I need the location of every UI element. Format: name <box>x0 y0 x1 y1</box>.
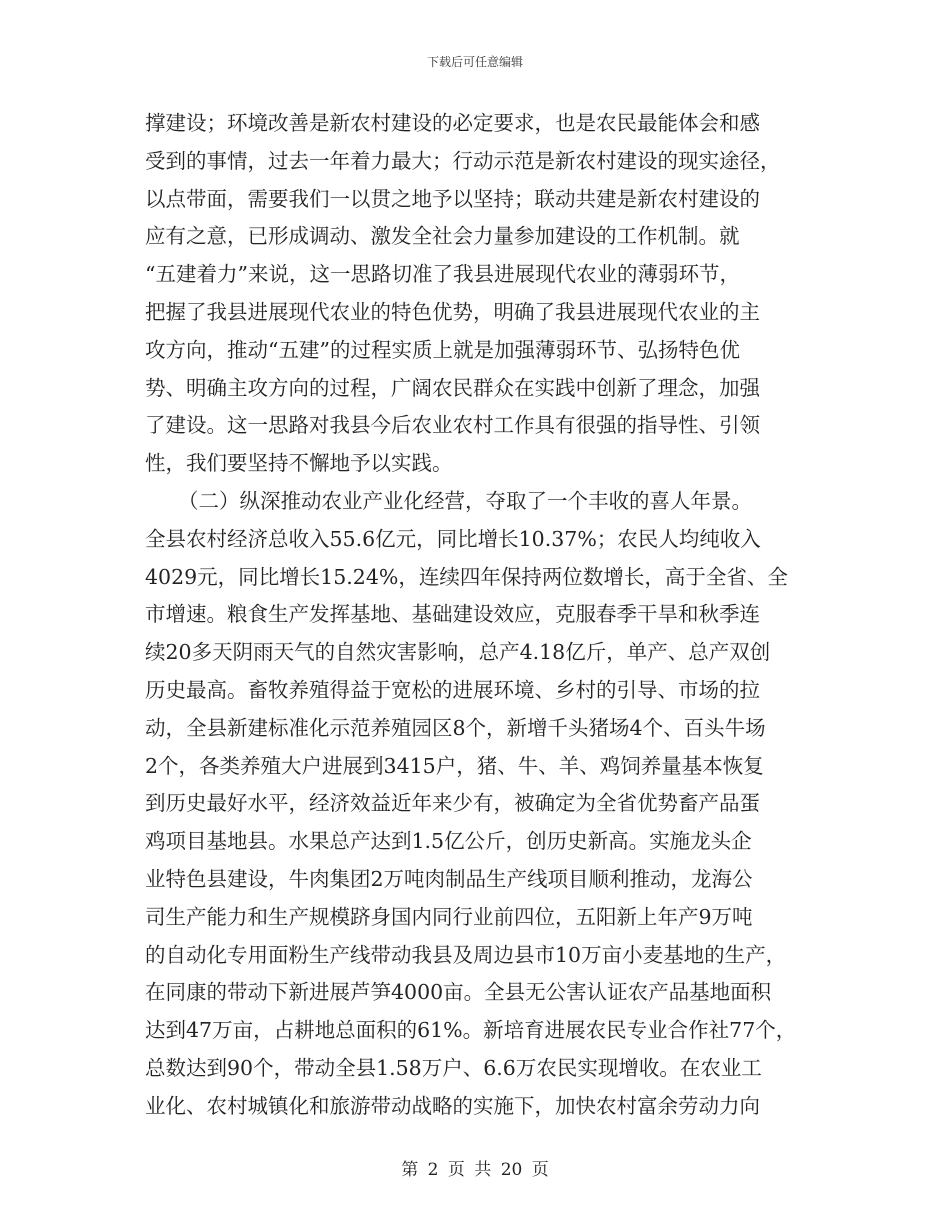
text-line: 以点带面，需要我们一以贯之地予以坚持；联动共建是新农村建设的 <box>145 186 760 211</box>
text-line: 总数达到90个，带动全县1.58万户、6.6万农民实现增收。在农业工 <box>145 1055 762 1080</box>
document-body <box>145 105 835 1126</box>
text-line: （二）纵深推动农业产业化经营，夺取了一个丰收的喜人年景。 <box>178 488 752 513</box>
text-line: 2个，各类养殖大户进展到3415户，猪、牛、羊、鸡饲养量基本恢复 <box>145 753 764 778</box>
text-line: 动，全县新建标准化示范养殖园区8个，新增千头猪场4个、百头牛场 <box>145 715 766 740</box>
text-line: 市增速。粮食生产发挥基地、基础建设效应，克服春季干旱和秋季连 <box>145 602 760 627</box>
page-header: 下载后可任意编辑 <box>426 55 523 69</box>
text-line: 到历史最好水平，经济效益近年来少有，被确定为全省优势畜产品蛋 <box>145 791 760 816</box>
text-line: 司生产能力和生产规模跻身国内同行业前四位，五阳新上年产9万吨 <box>145 904 753 929</box>
text-line: 业特色县建设，牛肉集团2万吨肉制品生产线项目顺利推动，龙海公 <box>145 866 753 891</box>
text-line: 在同康的带动下新进展芦笋4000亩。全县无公害认证农产品基地面积 <box>145 980 772 1005</box>
text-line: 把握了我县进展现代农业的特色优势，明确了我县进展现代农业的主 <box>145 299 760 324</box>
text-line: 的自动化专用面粉生产线带动我县及周边县市10万亩小麦基地的生产， <box>145 942 787 967</box>
text-line: 4029元，同比增长15.24%，连续四年保持两位数增长，高于全省、全 <box>145 564 788 589</box>
text-line: “五建着力”来说，这一思路切准了我县进展现代农业的薄弱环节， <box>145 262 740 287</box>
text-line: 受到的事情，过去一年着力最大；行动示范是新农村建设的现实途径， <box>145 148 781 173</box>
text-line: 应有之意，已形成调动、激发全社会力量参加建设的工作机制。就 <box>145 224 740 249</box>
text-line: 势、明确主攻方向的过程，广阔农民群众在实践中创新了理念，加强 <box>145 375 760 400</box>
text-line: 鸡项目基地县。水果总产达到1.5亿公斤，创历史新高。实施龙头企 <box>145 829 752 854</box>
text-line: 达到47万亩，占耕地总面积的61%。新培育进展农民专业合作社77个， <box>145 1018 797 1043</box>
text-line: 历史最高。畜牧养殖得益于宽松的进展环境、乡村的引导、市场的拉 <box>145 677 760 702</box>
text-line: 了建设。这一思路对我县今后农业农村工作具有很强的指导性、引领 <box>145 413 760 438</box>
text-line: 撑建设；环境改善是新农村建设的必定要求，也是农民最能体会和感 <box>145 111 760 135</box>
page-footer: 第 2 页 共 20 页 <box>401 1160 549 1180</box>
text-line: 续20多天阴雨天气的自然灾害影响，总产4.18亿斤，单产、总产双创 <box>145 640 771 665</box>
text-line: 业化、农村城镇化和旅游带动战略的实施下，加快农村富余劳动力向 <box>145 1093 760 1118</box>
text-line: 攻方向，推动“五建”的过程实质上就是加强薄弱环节、弘扬特色优 <box>145 337 740 362</box>
text-line: 全县农村经济总收入55.6亿元，同比增长10.37%；农民人均纯收入 <box>145 526 761 551</box>
text-line: 性，我们要坚持不懈地予以实践。 <box>145 451 453 476</box>
